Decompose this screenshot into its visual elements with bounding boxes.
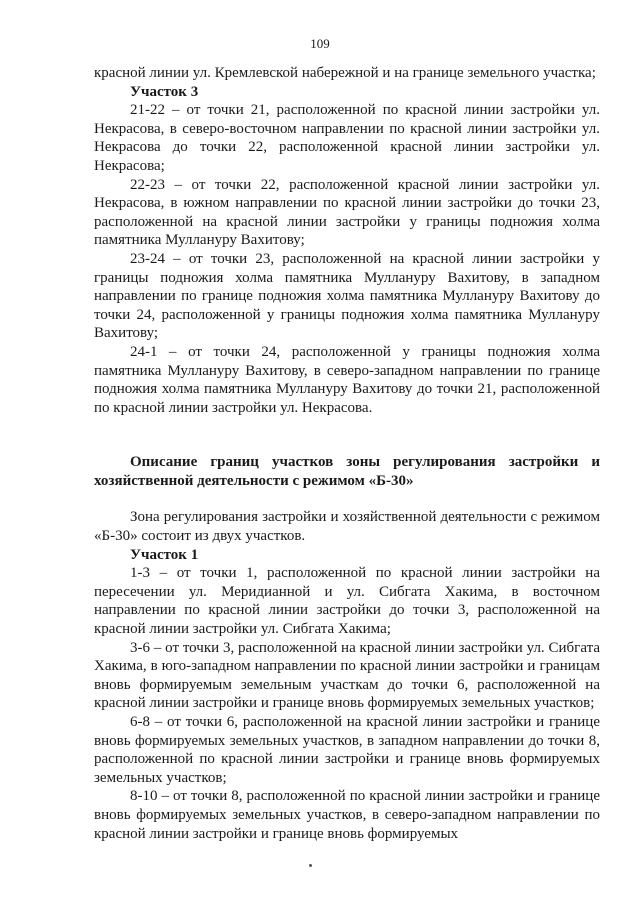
boundary-paragraph: 1-3 – от точки 1, расположенной по красной линии застройки на пересечении ул. Меридианной и ул. Сибгата Хакима, в восточном направлении по красной линии застройки до точки 3, расположенной на красной линии застройки ул. Сибгата Хакима; [94,565,600,638]
boundary-paragraph: 3-6 – от точки 3, расположенной на красной линии застройки ул. Сибгата Хакима, в юго-западном направлении по красной линии застройки и границам вновь формируемым земельным участкам до точки 6, расположенной на красной линии застройки и границе вновь формируемых земельных участков; [94,639,600,712]
section-title: Описание границ участков зоны регулирования застройки и хозяйственной деятельности с режимом «Б-30» [94,454,600,489]
boundary-paragraph: 8-10 – от точки 8, расположенной по красной линии застройки и границе вновь формируемых земельных участков, в северо-западном направлении по красной линии застройки и границе вновь формируемых [94,788,600,842]
boundary-paragraph: 23-24 – от точки 23, расположенной на красной линии застройки у границы подножия холма памятника Муллануру Вахитову, в западном направлении по границе подножия холма памятника Муллануру Вахитову до точки 24, расположенной у границы подножия холма памятника Муллануру Вахитову; [94,250,600,342]
intro-paragraph: Зона регулирования застройки и хозяйственной деятельности с режимом «Б-30» состоит из двух участков. [94,509,600,545]
scan-dot [309,864,312,867]
plot-1-heading: Участок 1 [130,546,199,563]
boundary-paragraph: 21-22 – от точки 21, расположенной по красной линии застройки ул. Некрасова, в северо-восточном направлении по красной линии застройки ул. Некрасова до точки 22, расположенной красной линии застройки ул. Некрасова; [94,102,600,174]
boundary-paragraph: 22-23 – от точки 22, расположенной красной линии застройки ул. Некрасова, в южном направлении по красной линии застройки до точки 23, расположенной на красной линии застройки у границы подножия холма памятника Муллануру Вахитову; [94,176,600,249]
page-number: 109 [310,36,330,51]
boundary-paragraph: 6-8 – от точки 6, расположенной на красной линии застройки и границе вновь формируемых земельных участков, в западном направлении до точки 8, расположенной по красной линии застройки и границе вновь формируемых земельных участков; [94,714,600,786]
boundary-paragraph: 24-1 – от точки 24, расположенной у границы подножия холма памятника Муллануру Вахитову, в северо-западном направлении по границе подножия холма памятника Муллануру Вахитову до точки 21, расположенной по красной линии застройки ул. Некрасова. [94,343,600,416]
continuation-paragraph: красной линии ул. Кремлевской набережной и на границе земельного участка; [94,65,596,81]
document-body [94,64,600,843]
plot-3-heading: Участок 3 [130,83,199,100]
